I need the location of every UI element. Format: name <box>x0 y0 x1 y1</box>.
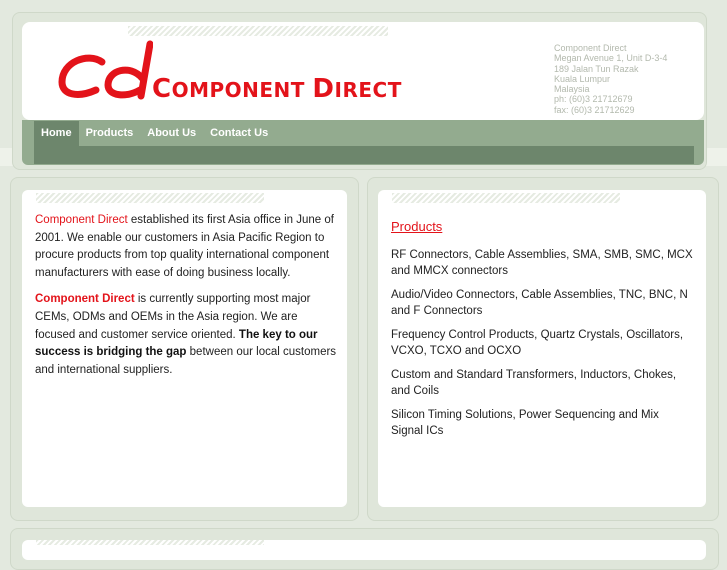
main-nav <box>34 121 275 146</box>
nav-products[interactable]: Products <box>85 127 134 139</box>
header-hatch-decoration <box>128 26 388 36</box>
about-paragraph-1: Component Direct established its first Asia office in June of 2001. We enable our customers in Asia Pacific Region to procure products from top quality international component manufacturers with ease of doing business locally. <box>35 214 334 279</box>
nav-home[interactable]: Home <box>34 121 79 146</box>
address-line: Kuala Lumpur <box>554 73 611 84</box>
address-fax: fax: (60)3 21712629 <box>554 104 635 115</box>
logo-mark[interactable] <box>58 40 153 106</box>
nav-about-us[interactable]: About Us <box>147 127 197 139</box>
address-line: Megan Avenue 1, Unit D-3-4 <box>554 53 668 64</box>
about-hatch-decoration <box>36 193 264 203</box>
company-name-bold: Component Direct <box>35 293 135 306</box>
product-item: Audio/Video Connectors, Cable Assemblies, TNC, BNC, N and F Connectors <box>391 289 688 317</box>
address-line: Malaysia <box>554 84 590 95</box>
address-phone: ph: (60)3 21712679 <box>554 94 633 105</box>
product-item: RF Connectors, Cable Assemblies, SMA, SMB, SMC, MCX and MMCX connectors <box>391 249 693 277</box>
contact-address <box>554 43 667 115</box>
address-line: Component Direct <box>554 43 627 53</box>
product-item: Silicon Timing Solutions, Power Sequencing and Mix Signal ICs <box>391 409 659 437</box>
about-paragraph-2: Component Direct is currently supporting most major CEMs, ODMs and OEMs in the Asia region. We are focused and customer service oriented. The key to our success is bridging the gap between our local customers and international suppliers. <box>35 293 337 376</box>
navbar-underbar <box>34 146 694 164</box>
products-list <box>391 219 693 447</box>
site-title: COMPONENT DIRECT <box>152 74 402 104</box>
footer-hatch-decoration <box>36 540 264 545</box>
address-line: 189 Jalan Tun Razak <box>554 63 639 74</box>
about-text <box>35 212 340 388</box>
key-to-success: The key to our success is bridging the gap <box>35 328 318 359</box>
product-item: Custom and Standard Transformers, Inductors, Chokes, and Coils <box>391 369 677 397</box>
cd-logo-icon <box>58 40 153 102</box>
product-item: Frequency Control Products, Quartz Crystals, Oscillators, VCXO, TCXO and OCXO <box>391 329 684 357</box>
products-hatch-decoration <box>392 193 620 203</box>
company-name: Component Direct <box>35 214 128 226</box>
products-heading-link[interactable]: Products <box>391 219 443 234</box>
nav-contact-us[interactable]: Contact Us <box>210 127 269 139</box>
